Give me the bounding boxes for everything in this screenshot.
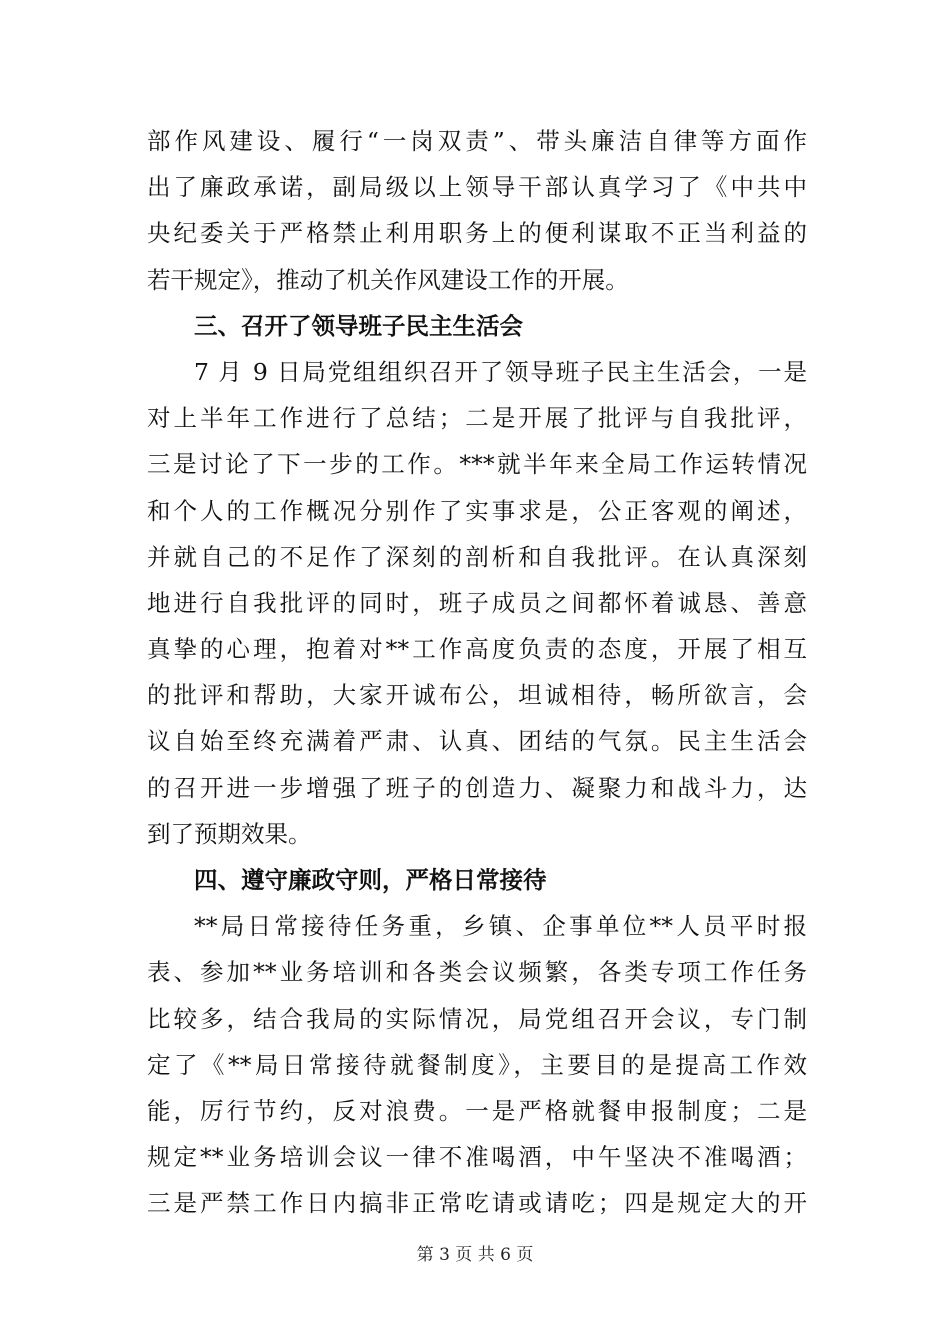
text-line: 比较多，结合我局的实际情况，局党组召开会议，专门制 xyxy=(147,1004,807,1033)
text-line: 并就自己的不足作了深刻的剖析和自我批评。在认真深刻 xyxy=(147,542,807,571)
text-line: 和个人的工作概况分别作了实事求是，公正客观的阐述， xyxy=(147,496,807,525)
text-line: 7 月 9 日局党组组织召开了领导班子民主生活会，一是 xyxy=(194,357,807,386)
section-heading: 三、召开了领导班子民主生活会 xyxy=(194,311,523,340)
text-line: 到了预期效果。 xyxy=(147,819,312,848)
text-line: 的召开进一步增强了班子的创造力、凝聚力和战斗力，达 xyxy=(147,773,807,802)
text-line: 对上半年工作进行了总结；二是开展了批评与自我批评， xyxy=(147,404,807,433)
text-line: 部作风建设、履行“一岗双责”、带头廉洁自律等方面作 xyxy=(147,127,807,155)
text-line: 若干规定》，推动了机关作风建设工作的开展。 xyxy=(147,265,629,294)
text-line: 真挚的心理，抱着对**工作高度负责的态度，开展了相互 xyxy=(147,635,807,664)
text-line: **局日常接待任务重，乡镇、企事单位**人员平时报 xyxy=(194,912,807,941)
text-line: 的批评和帮助，大家开诚布公，坦诚相待，畅所欲言，会 xyxy=(147,681,807,710)
text-line: 定了《**局日常接待就餐制度》，主要目的是提高工作效 xyxy=(147,1050,807,1079)
text-line: 三是讨论了下一步的工作。***就半年来全局工作运转情况 xyxy=(147,450,807,479)
text-line: 规定**业务培训会议一律不准喝酒，中午坚决不准喝酒； xyxy=(147,1143,807,1172)
text-line: 表、参加**业务培训和各类会议频繁，各类专项工作任务 xyxy=(147,958,807,987)
text-line: 出了廉政承诺，副局级以上领导干部认真学习了《中共中 xyxy=(147,173,807,202)
text-line: 议自始至终充满着严肃、认真、团结的气氛。民主生活会 xyxy=(147,727,807,756)
page-footer: 第 3 页 共 6 页 xyxy=(416,1245,534,1265)
document-body xyxy=(147,118,807,1227)
text-line: 央纪委关于严格禁止利用职务上的便利谋取不正当利益的 xyxy=(147,219,807,248)
text-line: 三是严禁工作日内搞非正常吃请或请吃；四是规定大的开 xyxy=(147,1189,807,1218)
text-line: 能，厉行节约，反对浪费。一是严格就餐申报制度；二是 xyxy=(147,1096,807,1125)
text-line: 地进行自我批评的同时，班子成员之间都怀着诚恳、善意 xyxy=(147,588,807,617)
section-heading: 四、遵守廉政守则，严格日常接待 xyxy=(194,866,547,894)
